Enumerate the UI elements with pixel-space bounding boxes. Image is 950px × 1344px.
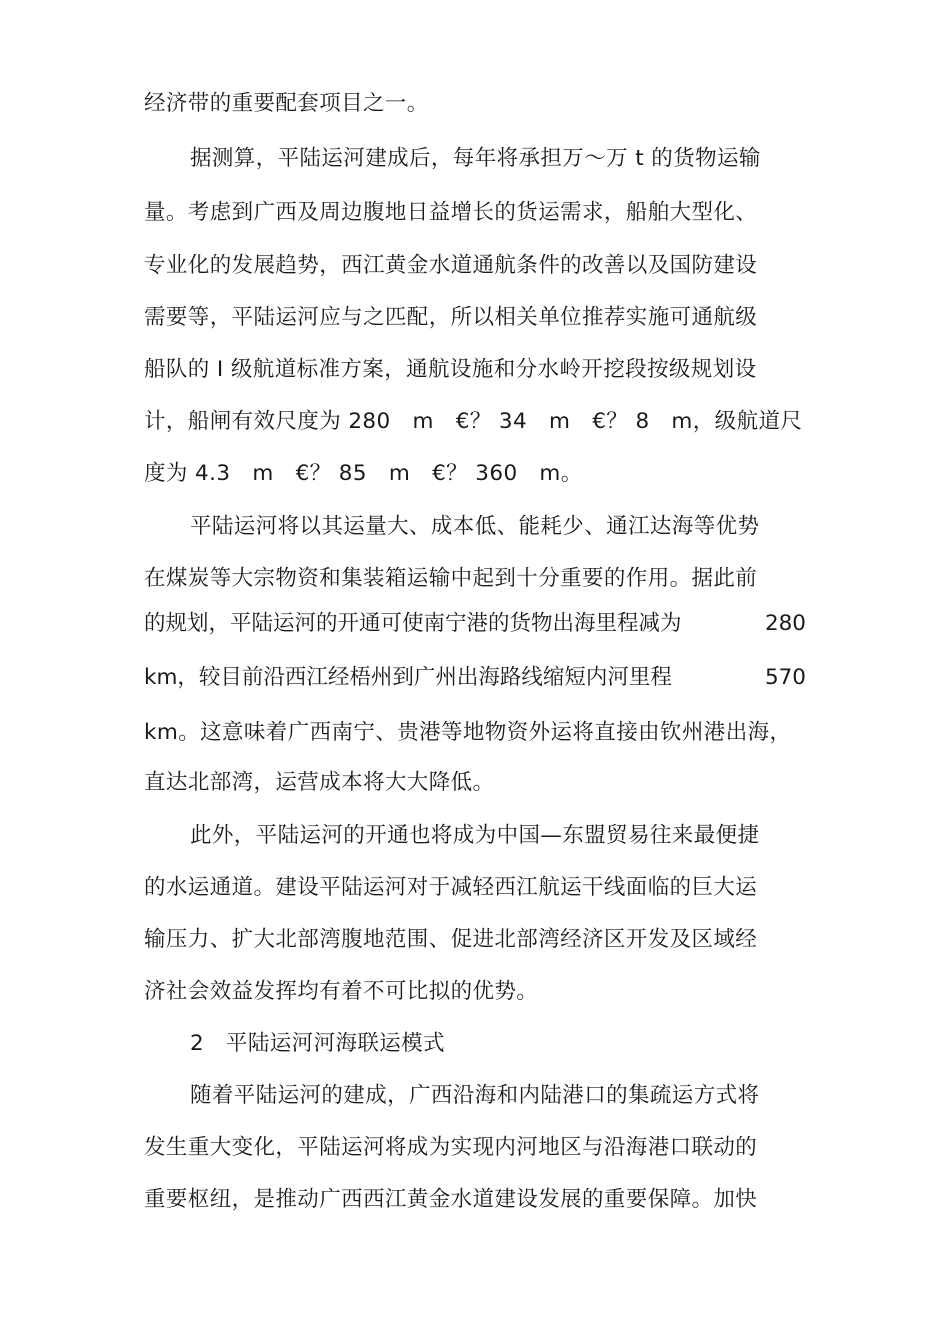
text-line-justified	[144, 664, 806, 692]
text-line: 的水运通道。建设平陆运河对于减轻西江航运干线面临的巨大运	[144, 875, 758, 900]
distance-value: 570	[764, 665, 806, 690]
text-line: 直达北部湾，运营成本将大大降低。	[144, 770, 495, 795]
text-line: 需要等，平陆运河应与之匹配，所以相关单位推荐实施可通航级	[144, 305, 758, 330]
text-line: 船队的 Ⅰ 级航道标准方案，通航设施和分水岭开挖段按级规划设	[144, 357, 757, 382]
text-line: 输压力、扩大北部湾腹地范围、促进北部湾经济区开发及区域经	[144, 927, 758, 952]
distance-value: 280	[764, 611, 806, 636]
section-heading: 2 平陆运河河海联运模式	[190, 1031, 445, 1056]
text-line: 经济带的重要配套项目之一。	[144, 91, 429, 116]
paragraph-start-line: 随着平陆运河的建成，广西沿海和内陆港口的集疏运方式将	[190, 1083, 760, 1108]
text-line: km。这意味着广西南宁、贵港等地物资外运将直接由钦州港出海，	[144, 720, 792, 745]
text-segment: km，较目前沿西江经梧州到广州出海路线缩短内河里程	[144, 665, 672, 690]
text-line: 度为 4.3 m €？ 85 m €？ 360 m。	[144, 461, 583, 486]
paragraph-start-line: 据测算，平陆运河建成后，每年将承担万～万 t 的货物运输	[190, 146, 761, 171]
paragraph-start-line: 此外，平陆运河的开通也将成为中国—东盟贸易往来最便捷	[190, 823, 760, 848]
text-line: 发生重大变化，平陆运河将成为实现内河地区与沿海港口联动的	[144, 1135, 758, 1160]
text-segment: 的规划，平陆运河的开通可使南宁港的货物出海里程减为	[144, 611, 682, 636]
text-line-justified	[144, 610, 806, 638]
text-line: 重要枢纽，是推动广西西江黄金水道建设发展的重要保障。加快	[144, 1187, 758, 1212]
text-line: 在煤炭等大宗物资和集装箱运输中起到十分重要的作用。据此前	[144, 566, 758, 591]
text-line: 济社会效益发挥均有着不可比拟的优势。	[144, 979, 539, 1004]
text-line: 计，船闸有效尺度为 280 m €？ 34 m €？ 8 m，级航道尺	[144, 409, 803, 434]
text-line: 量。考虑到广西及周边腹地日益增长的货运需求，船舶大型化、	[144, 200, 758, 225]
paragraph-start-line: 平陆运河将以其运量大、成本低、能耗少、通江达海等优势	[190, 514, 760, 539]
text-line: 专业化的发展趋势，西江黄金水道通航条件的改善以及国防建设	[144, 253, 758, 278]
